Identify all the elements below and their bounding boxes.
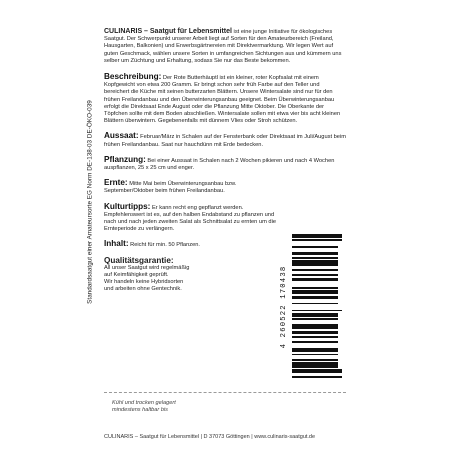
qualitaet-line: und arbeiten ohne Gentechnik. — [104, 286, 182, 293]
barcode-bar — [292, 296, 338, 300]
kulturtipps-heading: Kulturtipps: — [104, 201, 151, 211]
aussaat-text: Februar/März in Schalen auf der Fensterbank oder Direktsaat im Juli/August beim frühen Freilandanbau. Saat nur hauchdünn mit Erde bedecken. — [104, 134, 346, 148]
aussaat-heading: Aussaat: — [104, 131, 139, 141]
footer-address: CULINARIS – Saatgut für Lebensmittel | D 37073 Göttingen | www.culinaris-saatgut.de — [104, 434, 316, 440]
barcode-bar — [292, 290, 338, 294]
barcode-bar — [292, 348, 338, 352]
section-ernte — [104, 179, 284, 195]
barcode-bar — [292, 313, 338, 317]
barcode-bar — [292, 318, 338, 320]
intro-paragraph — [104, 28, 346, 65]
barcode-bar — [292, 359, 338, 361]
section-aussaat — [104, 132, 346, 148]
ean-barcode — [276, 232, 342, 382]
beschreibung-heading: Beschreibung: — [104, 72, 162, 82]
barcode-bar — [292, 274, 338, 276]
barcode-digits: 4 260522 170438 — [280, 265, 288, 349]
barcode-bar — [292, 362, 338, 367]
barcode-bar — [292, 310, 342, 312]
barcode-bar — [292, 278, 338, 282]
barcode-bar — [292, 376, 342, 378]
kulturtipps-text: Er kann recht eng gepflanzt werden. Empfehlenswert ist es, auf den halben Endabstand zu pflanzen und nach und nach jeden zweiten Salat als Schnittsalat zu ernten um die Ernteperiode zu verlängern. — [104, 204, 276, 233]
intro-brand: CULINARIS – Saatgut für Lebensmittel — [104, 28, 232, 35]
barcode-bar — [292, 331, 338, 335]
inhalt-text: Reicht für min. 50 Pflanzen. — [128, 242, 201, 249]
pflanzung-text: Bei einer Aussaat in Schalen nach 2 Wochen pikieren und nach 4 Wochen auspflanzen, 25 x 25 cm und enger. — [104, 157, 335, 172]
beschreibung-text: Der Rote Butterhäuptl ist ein kleiner, roter Kopfsalat mit einem Kopfgewicht von etwa 200 Gramm. Er bringt schon sehr früh Farbe auf den Teller und bereichert die Küche mit seinen butterzarten Blättern. Unsere Wintersalate sind nur für den frühen Freilandanbau und den Überwinterungsanbau geeignet. Beim Überwinterungsanbau erfolgt die Direktsaat Ende August oder die Pflanzung Mitte Oktober. Die Oberkante der Töpfchen sollte mit dem Boden abschließen. Wintersalate sollen mit etwa vier bis acht kleinen Blättern überwintern. Gegebenenfalls mit dünnem Vlies oder Stroh schützen. — [104, 75, 341, 125]
inhalt-heading: Inhalt: — [104, 239, 129, 249]
dashed-divider — [104, 392, 346, 393]
barcode-bar — [292, 287, 338, 289]
barcode-bars — [292, 232, 342, 382]
section-beschreibung — [104, 73, 346, 125]
qualitaet-line: auf Keimfähigkeit geprüft. — [104, 272, 169, 279]
section-pflanzung — [104, 156, 346, 172]
ernte-heading: Ernte: — [104, 178, 128, 188]
section-inhalt — [104, 240, 284, 249]
barcode-bar — [292, 341, 338, 343]
intro-text: ist eine junge Initiative für ökologisches Saatgut. Der Schwerpunkt unserer Arbeit liegt auf Sorten für den Amateurbereich (Freiland, Hausgarten, Balkonien) und Erwerbsgärtnereien mit Direktvermarktung. Wir legen Wert auf guten Geschmack, wählen unsere Sorten in umfangreichen Sichtungen aus und kümmern uns selber um Züchtung und Erhaltung, sodass Sie nur das Beste bekommen. — [104, 29, 342, 64]
ernte-text: Mitte Mai beim Überwinterungsanbau bzw. September/Oktober beim frühen Freilandanbau. — [104, 181, 237, 195]
barcode-bar — [292, 252, 338, 256]
storage-line-1: Kühl und trocken gelagert — [112, 400, 176, 406]
side-label — [80, 32, 100, 372]
barcode-bar — [292, 354, 338, 356]
section-kulturtipps — [104, 203, 284, 234]
barcode-bar — [292, 239, 342, 241]
qualitaet-line: All unser Saatgut wird regelmäßig — [104, 264, 190, 271]
storage-note — [112, 400, 176, 414]
barcode-bar — [292, 336, 338, 338]
barcode-bar — [292, 324, 338, 329]
section-qualitaet — [104, 257, 284, 294]
barcode-bar — [292, 369, 342, 373]
pflanzung-heading: Pflanzung: — [104, 154, 146, 164]
storage-line-2: mindestens haltbar bis — [112, 407, 168, 413]
qualitaet-line: Wir handeln keine Hybridsorten — [104, 279, 184, 286]
side-certification-text: Standardsaatgut einer Amateursorte EG Norm DE-138-03 DE-ÖKO-039 — [86, 100, 94, 304]
barcode-bar — [292, 269, 338, 271]
barcode-bar — [292, 246, 338, 248]
barcode-bar — [292, 303, 338, 305]
qualitaet-heading: Qualitätsgarantie: — [104, 255, 174, 265]
barcode-bar — [292, 260, 338, 265]
barcode-bar — [292, 257, 338, 259]
barcode-bar — [292, 234, 342, 238]
